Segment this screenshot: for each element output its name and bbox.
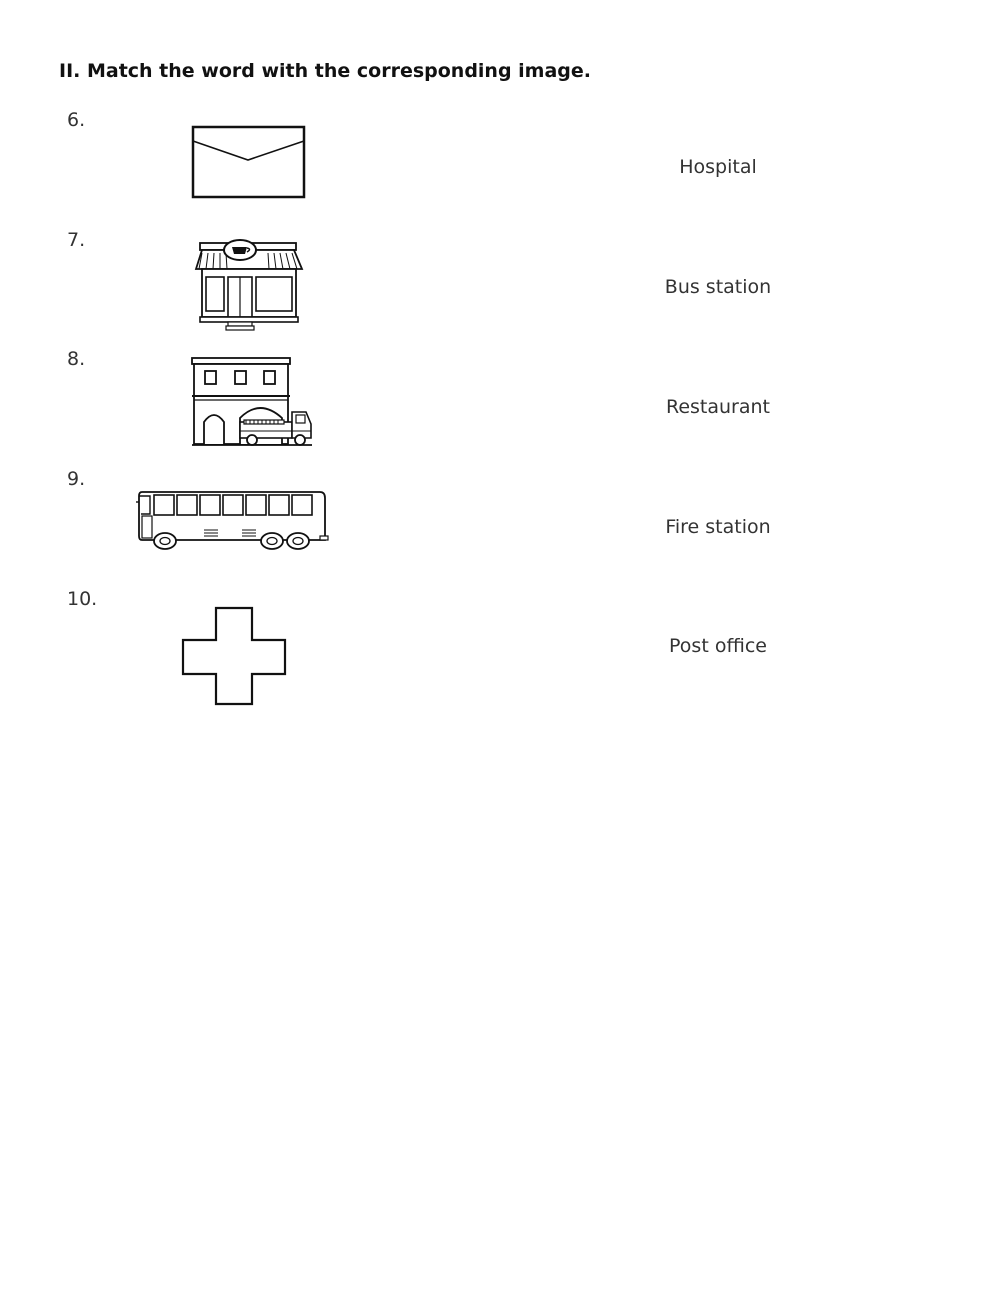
- word-restaurant[interactable]: Restaurant: [665, 396, 771, 418]
- bus-icon[interactable]: [136, 486, 330, 552]
- word-hospital[interactable]: Hospital: [679, 156, 757, 178]
- item-number-10: 10.: [67, 588, 98, 610]
- envelope-icon[interactable]: [190, 124, 308, 200]
- item-number-8: 8.: [67, 348, 86, 370]
- word-post-office[interactable]: Post office: [669, 635, 767, 657]
- hospital-cross-icon[interactable]: [180, 606, 288, 706]
- worksheet-title: II. Match the word with the corresponding image.: [59, 60, 592, 82]
- item-number-9: 9.: [67, 468, 86, 490]
- word-bus-station[interactable]: Bus station: [664, 276, 772, 298]
- restaurant-icon[interactable]: [190, 239, 308, 331]
- word-fire-station[interactable]: Fire station: [665, 516, 771, 538]
- item-number-7: 7.: [67, 229, 86, 251]
- fire-station-icon[interactable]: [190, 356, 314, 448]
- item-number-6: 6.: [67, 109, 86, 131]
